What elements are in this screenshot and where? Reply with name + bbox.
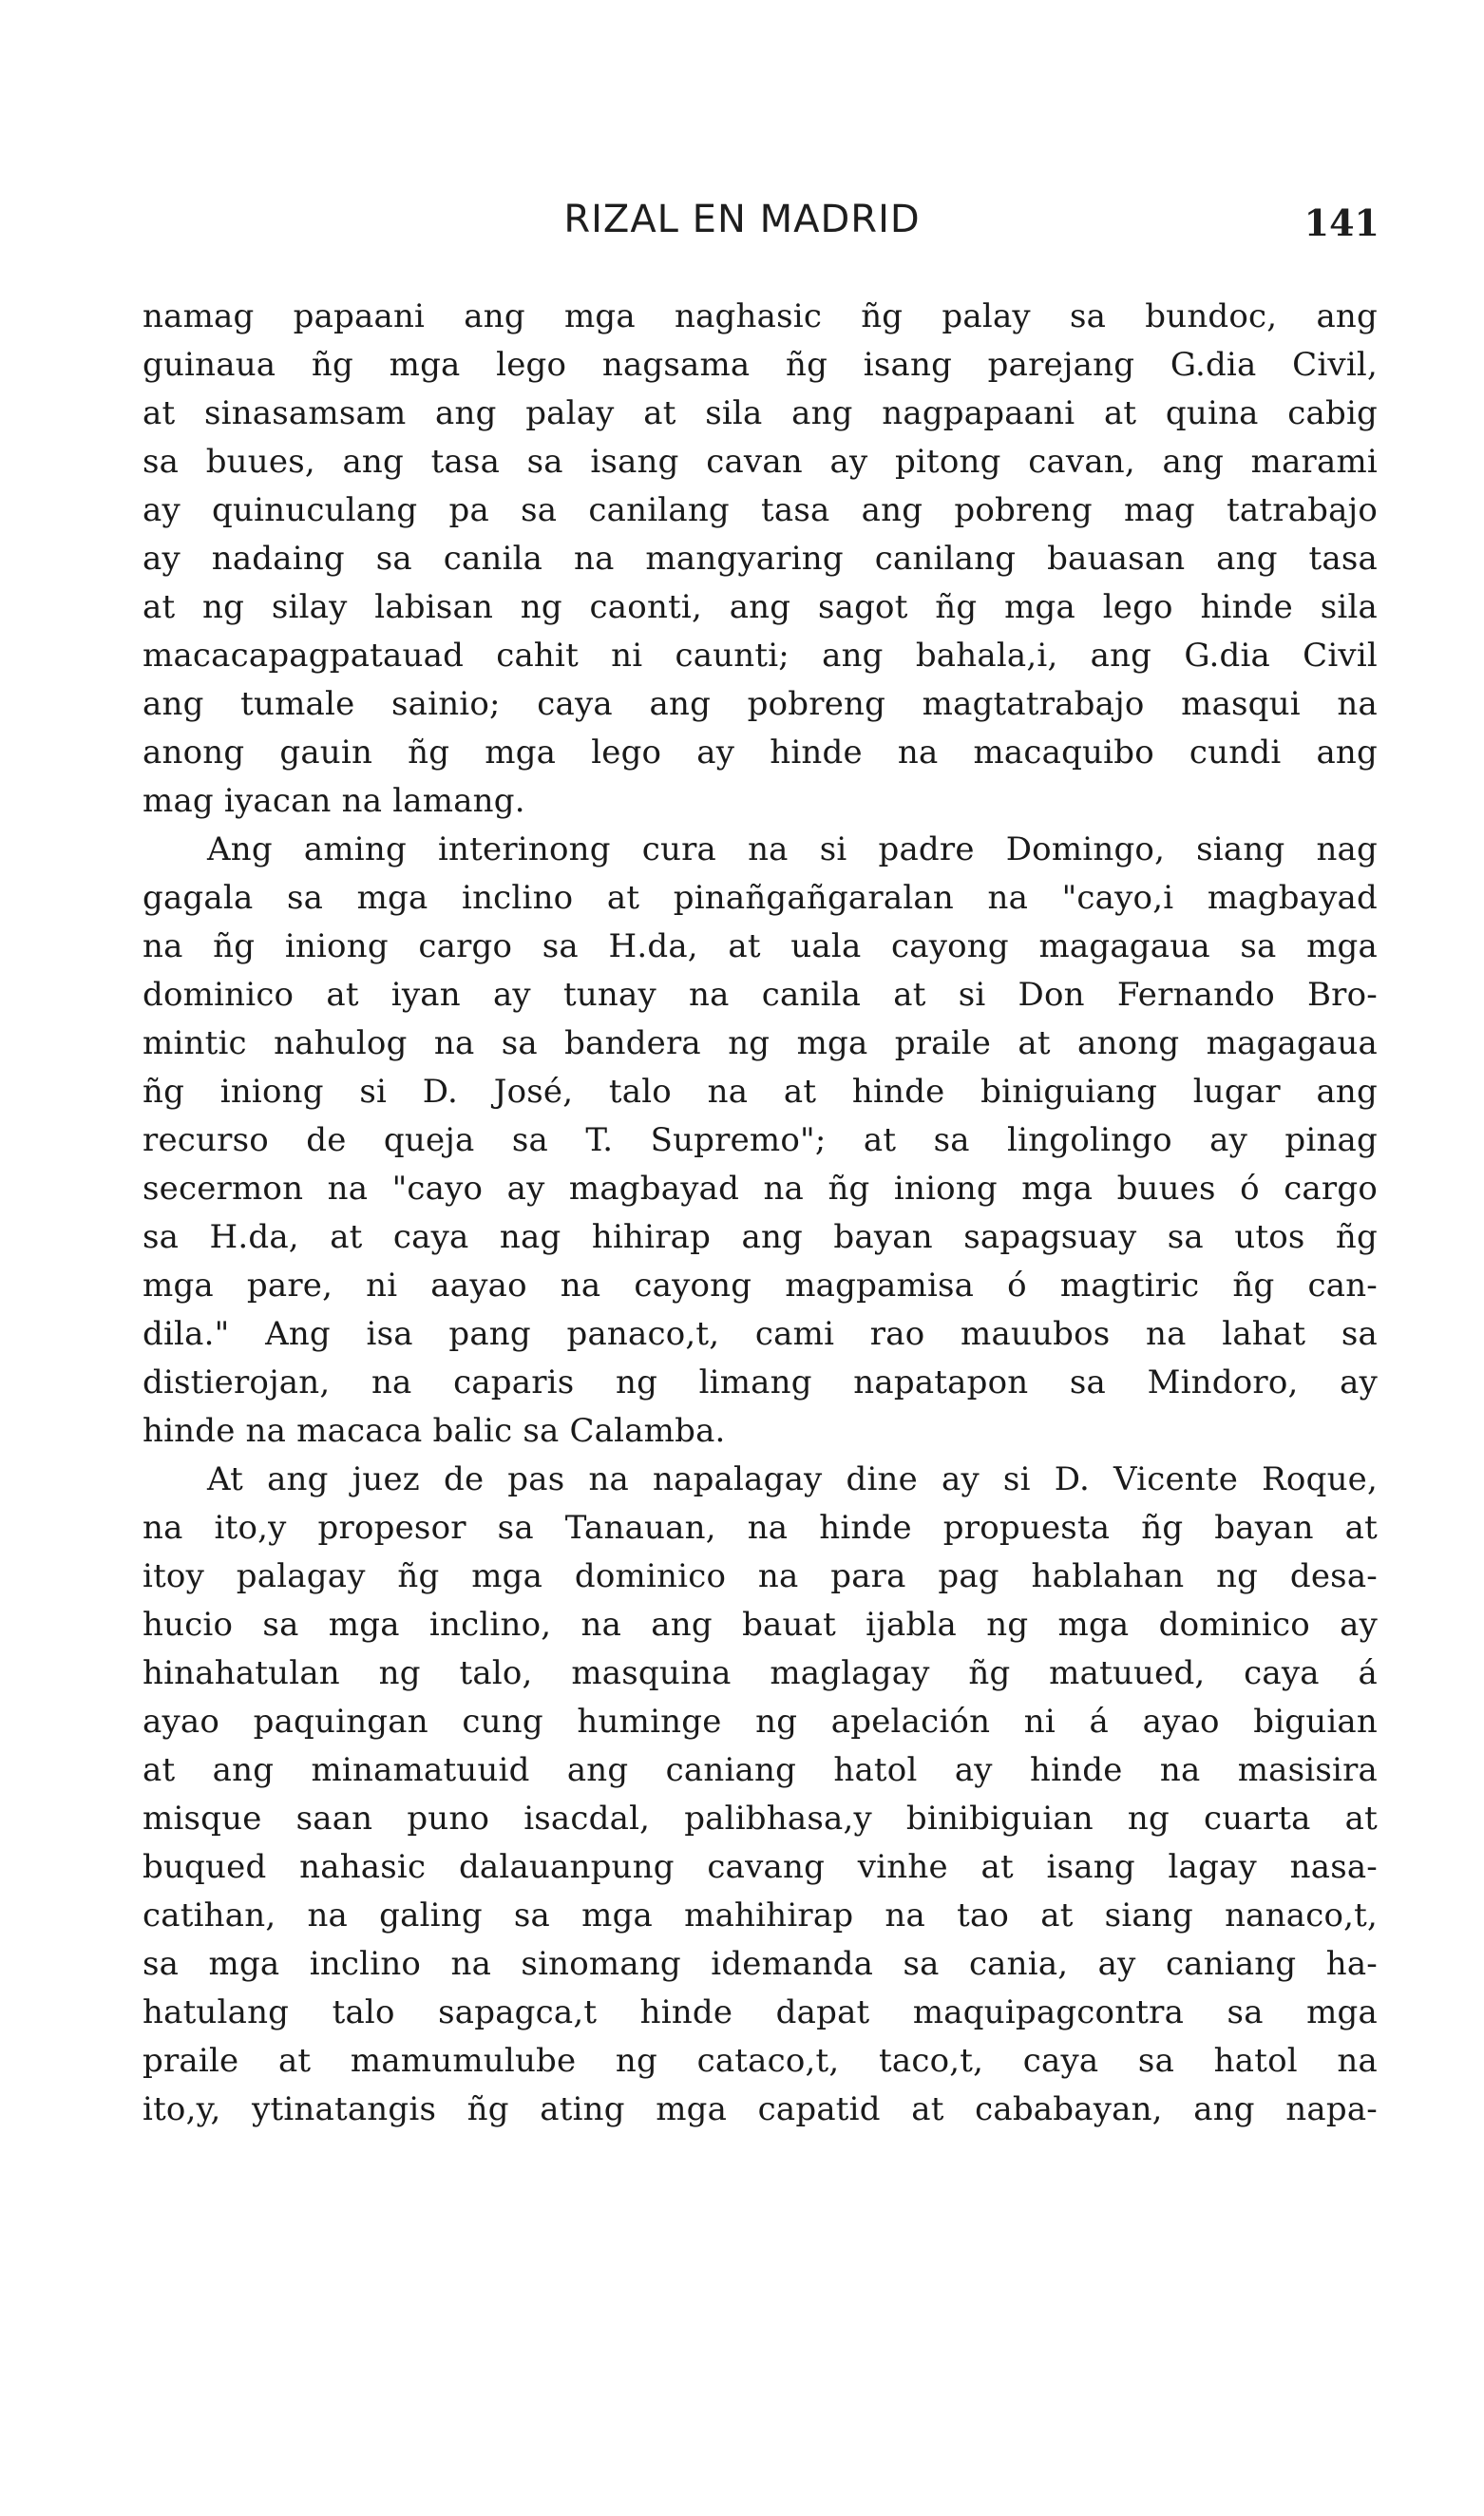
text-line: namag papaani ang mga naghasic ñg palay sa bundoc, ang [143,297,1378,335]
text-line: distierojan, na caparis ng limang napatapon sa Mindoro, ay [143,1363,1378,1401]
text-line: secermon na "cayo ay magbayad na ñg iniong mga buues ó cargo [143,1170,1378,1208]
running-head [0,198,1484,255]
paragraph-3 [143,1456,1378,2134]
text-line: ito,y, ytinatangis ñg ating mga capatid at cababayan, ang napa- [143,2090,1378,2128]
text-line: dominico at iyan ay tunay na canila at si Don Fernando Bro- [143,976,1378,1014]
text-line: ay nadaing sa canila na mangyaring canilang bauasan ang tasa [143,540,1378,578]
text-line: misque saan puno isacdal, palibhasa,y binibiguian ng cuarta at [143,1800,1378,1838]
text-line: anong gauin ñg mga lego ay hinde na macaquibo cundi ang [143,734,1378,772]
text-line: at sinasamsam ang palay at sila ang nagpapaani at quina cabig [143,394,1378,432]
text-line: macacapagpatauad cahit ni caunti; ang bahala,i, ang G.dia Civil [143,637,1378,675]
text-line: buqued nahasic dalauanpung cavang vinhe at isang lagay nasa- [143,1848,1378,1886]
text-line: hatulang talo sapagca,t hinde dapat maquipagcontra sa mga [143,1993,1378,2031]
page-number: 141 [1303,201,1379,244]
text-line: hinde na macaca balic sa Calamba. [143,1412,726,1450]
text-line: itoy palagay ñg mga dominico na para pag hablahan ng desa- [143,1557,1378,1595]
text-line: ñg iniong si D. José, talo na at hinde biniguiang lugar ang [143,1073,1378,1111]
text-line: praile at mamumulube ng cataco,t, taco,t, caya sa hatol na [143,2042,1378,2080]
text-line: ang tumale sainio; caya ang pobreng magtatrabajo masqui na [143,685,1378,723]
text-line: catihan, na galing sa mga mahihirap na tao at siang nanaco,t, [143,1897,1378,1935]
text-line: mag iyacan na lamang. [143,782,525,820]
text-line: gagala sa mga inclino at pinañgañgaralan na "cayo,i magbayad [143,879,1378,917]
text-line: ay quinuculang pa sa canilang tasa ang pobreng mag tatrabajo [143,491,1378,529]
text-line: hinahatulan ng talo, masquina maglagay ñg matuued, caya á [143,1654,1378,1692]
body-text [143,293,1378,2134]
text-line: recurso de queja sa T. Supremo"; at sa lingolingo ay pinag [143,1121,1378,1159]
text-line: sa buues, ang tasa sa isang cavan ay pitong cavan, ang marami [143,443,1378,481]
text-line: Ang aming interinong cura na si padre Domingo, siang nag [207,830,1378,868]
text-line: mintic nahulog na sa bandera ng mga praile at anong magagaua [143,1024,1378,1062]
text-line: sa H.da, at caya nag hihirap ang bayan sapagsuay sa utos ñg [143,1218,1378,1256]
text-line: At ang juez de pas na napalagay dine ay si D. Vicente Roque, [207,1460,1378,1498]
paragraph-1 [143,293,1378,826]
text-line: sa mga inclino na sinomang idemanda sa cania, ay caniang ha- [143,1945,1378,1983]
text-line: mga pare, ni aayao na cayong magpamisa ó magtiric ñg can- [143,1267,1378,1305]
text-line: ayao paquingan cung huminge ng apelación ni á ayao biguian [143,1703,1378,1741]
text-line: hucio sa mga inclino, na ang bauat ijabla ng mga dominico ay [143,1606,1378,1644]
text-line: na ito,y propesor sa Tanauan, na hinde propuesta ñg bayan at [143,1509,1378,1547]
running-title: RIZAL EN MADRID [563,198,921,241]
text-line: na ñg iniong cargo sa H.da, at uala cayong magagaua sa mga [143,927,1378,965]
text-line: guinaua ñg mga lego nagsama ñg isang parejang G.dia Civil, [143,346,1378,384]
text-line: at ng silay labisan ng caonti, ang sagot ñg mga lego hinde sila [143,588,1378,626]
text-line: dila." Ang isa pang panaco,t, cami rao mauubos na lahat sa [143,1315,1378,1353]
paragraph-2 [143,826,1378,1456]
text-line: at ang minamatuuid ang caniang hatol ay hinde na masisira [143,1751,1378,1789]
